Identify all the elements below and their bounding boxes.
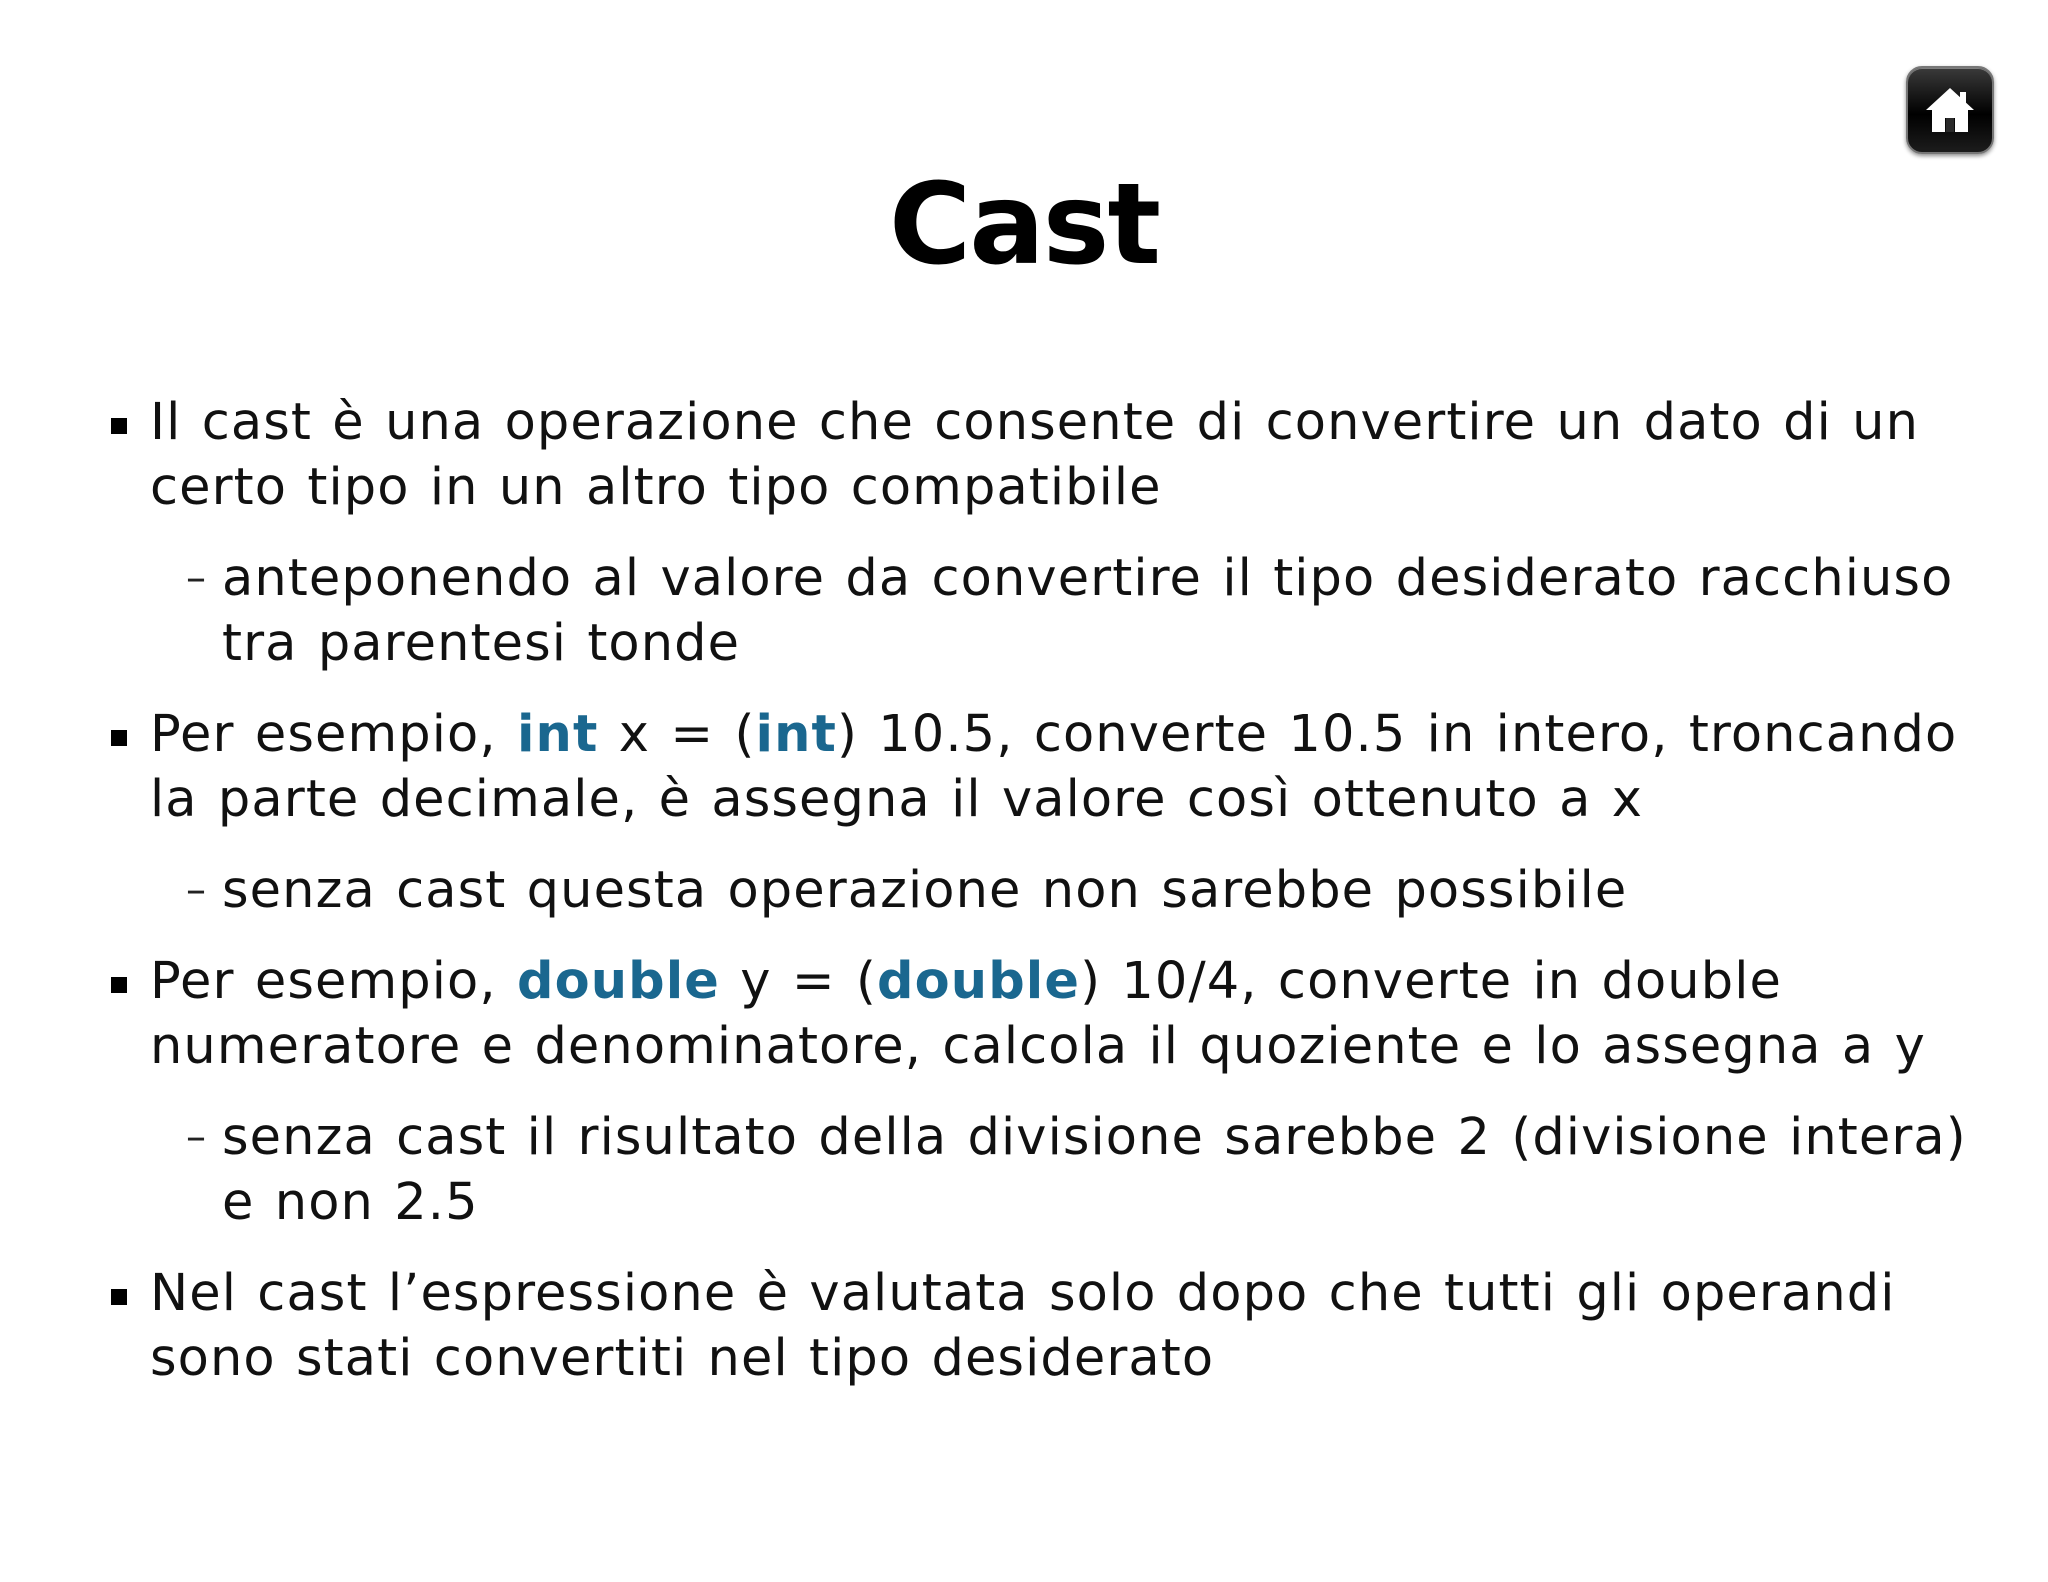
home-icon xyxy=(1922,82,1978,138)
square-bullet-icon xyxy=(111,1289,127,1305)
code-keyword: double xyxy=(877,952,1081,1011)
dash-bullet-icon: – xyxy=(186,555,208,601)
bullet-item-4 xyxy=(0,1261,2048,1391)
bullet-text-post: ) 10.5, converte 10.5 in intero, troncando la parte decimale, è assegna il valore così ottenuto a x xyxy=(150,705,1958,829)
bullet-text: Il cast è una operazione che consente di convertire un dato di un certo tipo in un altro tipo compatibile xyxy=(150,393,1920,517)
dash-bullet-icon: – xyxy=(186,1114,208,1160)
home-button[interactable] xyxy=(1906,66,1994,154)
code-keyword: int xyxy=(516,705,599,764)
sub-bullet-text: senza cast il risultato della divisione sarebbe 2 (divisione intera) e non 2.5 xyxy=(222,1108,1967,1232)
bullet-item-1 xyxy=(0,390,2048,520)
bullet-item-2 xyxy=(0,702,2048,832)
bullet-text: Nel cast l’espressione è valutata solo dopo che tutti gli operandi sono stati convertiti nel tipo desiderato xyxy=(150,1264,1896,1388)
square-bullet-icon xyxy=(111,977,127,993)
sub-bullet-text: anteponendo al valore da convertire il tipo desiderato racchiuso tra parentesi tonde xyxy=(222,549,1954,673)
sub-bullet-item-2 xyxy=(0,858,2048,923)
bullet-text-mid: y = ( xyxy=(720,952,878,1011)
slide-title: Cast xyxy=(889,160,1159,290)
bullet-text-post: ) 10/4, converte in double numeratore e denominatore, calcola il quoziente e lo assegna a y xyxy=(150,952,1926,1076)
bullet-item-3 xyxy=(0,949,2048,1079)
sub-bullet-text: senza cast questa operazione non sarebbe possibile xyxy=(222,861,1628,920)
bullet-text-mid: x = ( xyxy=(598,705,756,764)
square-bullet-icon xyxy=(111,418,127,434)
dash-bullet-icon: – xyxy=(186,867,208,913)
sub-bullet-item-1 xyxy=(0,546,2048,676)
sub-bullet-item-3 xyxy=(0,1105,2048,1235)
code-keyword: int xyxy=(755,705,837,764)
square-bullet-icon xyxy=(111,730,127,746)
bullet-list xyxy=(0,390,2048,1417)
bullet-text-pre: Per esempio, xyxy=(150,705,517,764)
code-keyword: double xyxy=(516,952,720,1011)
bullet-text-pre: Per esempio, xyxy=(150,952,517,1011)
